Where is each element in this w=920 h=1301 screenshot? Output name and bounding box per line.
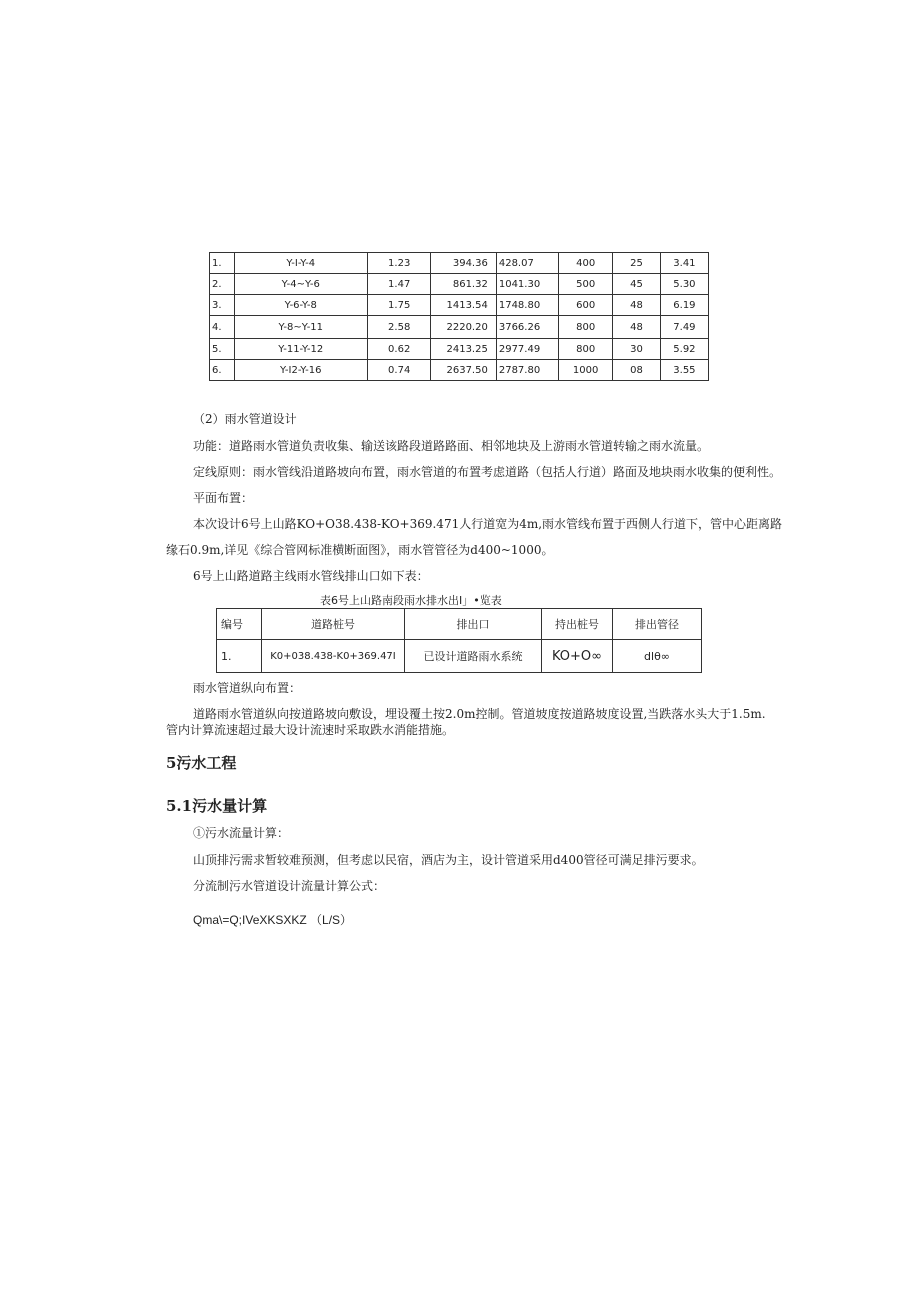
table-cell: 7.49: [660, 316, 708, 339]
table-cell: 1.23: [367, 253, 430, 274]
table-row: [210, 295, 709, 316]
table-cell: 25: [613, 253, 661, 274]
table-cell: Y-I-Y-4: [234, 253, 367, 274]
table-cell: 1.: [217, 640, 262, 673]
paragraph-flow: 山顶排污需求暂较难预测，但考虑以民宿，酒店为主，设计管道采用d400管径可满足排污要求。: [193, 853, 704, 867]
table-cell: 428.07: [496, 253, 558, 274]
table-cell: 1000: [559, 360, 613, 381]
table-cell: 3.55: [660, 360, 708, 381]
table-cell: Y-8~Y-11: [234, 316, 367, 339]
table-caption: 表6号上山路南段雨水排水出Ⅰ」•览表: [320, 594, 502, 607]
table-cell: 6.19: [660, 295, 708, 316]
table-cell: 2.: [210, 274, 235, 295]
table-cell: 5.92: [660, 339, 708, 360]
table-row: [217, 640, 702, 673]
table-cell: 5.: [210, 339, 235, 360]
table-header-cell: 排出管径: [613, 609, 702, 640]
paragraph-plan-title: 平面布置：: [193, 491, 254, 505]
paragraph-long-line2: 管内计算流速超过最大设计流速时采取跌水消能措施。: [166, 723, 455, 737]
table-cell: Y-4~Y-6: [234, 274, 367, 295]
table-cell: 3.41: [660, 253, 708, 274]
pipe-segment-table: [209, 252, 709, 381]
table-cell: KO+O∞: [542, 640, 613, 673]
heading-section-5-1: 5.1污水量计算: [166, 797, 268, 815]
table-cell: 1.: [210, 253, 235, 274]
table-row: [210, 253, 709, 274]
paragraph-plan-line1: 本次设计6号上山路KO+O38.438-KO+369.471人行道宽为4m,雨水管线布置于西侧人行道下，管中心距离路: [193, 517, 783, 531]
table-cell: 861.32: [431, 274, 496, 295]
section-subtitle: （2）雨水管道设计: [193, 412, 297, 426]
table-header-cell: 道路桩号: [262, 609, 405, 640]
table-cell: Y-I2-Y-16: [234, 360, 367, 381]
table-cell: Y-6-Y-8: [234, 295, 367, 316]
table-cell: 2.58: [367, 316, 430, 339]
table-cell: 2977.49: [496, 339, 558, 360]
table-cell: 1.47: [367, 274, 430, 295]
table-cell: 3766.26: [496, 316, 558, 339]
table-cell: 500: [559, 274, 613, 295]
table-cell: 1413.54: [431, 295, 496, 316]
table-cell: 2220.20: [431, 316, 496, 339]
table-cell: 2787.80: [496, 360, 558, 381]
paragraph-function: 功能：道路雨水管道负责收集、输送该路段道路路面、相邻地块及上游雨水管道转输之雨水流量。: [193, 439, 710, 453]
table-cell: 400: [559, 253, 613, 274]
table-cell: 2637.50: [431, 360, 496, 381]
table-row: [210, 360, 709, 381]
table-cell: dlθ∞: [613, 640, 702, 673]
table-header-cell: 编号: [217, 609, 262, 640]
table-header-row: [217, 609, 702, 640]
table-cell: Y-11-Y-12: [234, 339, 367, 360]
table-cell: 3.: [210, 295, 235, 316]
table-cell: 800: [559, 339, 613, 360]
heading-section-5: 5污水工程: [166, 754, 237, 772]
table-row: [210, 316, 709, 339]
table-cell: 2413.25: [431, 339, 496, 360]
table-cell: 1041.30: [496, 274, 558, 295]
paragraph-formula-intro: 分流制污水管道设计流量计算公式：: [193, 879, 386, 893]
table-cell: 已设计道路雨水系统: [405, 640, 542, 673]
paragraph-principle: 定线原则：雨水管线沿道路坡向布置，雨水管道的布置考虑道路（包括人行道）路面及地块雨水收集的便利性。: [193, 465, 782, 479]
table-cell: 600: [559, 295, 613, 316]
formula: Qma\=Q;IVeXKSXKZ （L/S）: [193, 913, 353, 927]
table-cell: 0.62: [367, 339, 430, 360]
table-header-cell: 持出桩号: [542, 609, 613, 640]
table-row: [210, 274, 709, 295]
table-cell: 5.30: [660, 274, 708, 295]
table-cell: 394.36: [431, 253, 496, 274]
paragraph-long-line1: 道路雨水管道纵向按道路坡向敷设，埋设覆土按2.0m控制。管道坡度按道路坡度设置,当跌落水头大于1.5m.: [193, 707, 766, 721]
table-cell: 45: [613, 274, 661, 295]
table-cell: 48: [613, 316, 661, 339]
paragraph-plan-line2: 缘石0.9m,详见《综合管网标准横断面图》，雨水管管径为d400~1000。: [166, 543, 554, 557]
paragraph-flow-title: ①污水流量计算：: [193, 826, 290, 840]
paragraph-outlet-intro: 6号上山路道路主线雨水管线排山口如下表：: [193, 569, 429, 583]
table-cell: 1.75: [367, 295, 430, 316]
table-row: [210, 339, 709, 360]
outlet-table: [216, 608, 702, 673]
table-header-cell: 排出口: [405, 609, 542, 640]
table-cell: 1748.80: [496, 295, 558, 316]
table-cell: 08: [613, 360, 661, 381]
table-cell: 800: [559, 316, 613, 339]
table-cell: 4.: [210, 316, 235, 339]
table-cell: 0.74: [367, 360, 430, 381]
table-cell: 30: [613, 339, 661, 360]
table-cell: K0+038.438-K0+369.47I: [262, 640, 405, 673]
table-cell: 48: [613, 295, 661, 316]
table-cell: 6.: [210, 360, 235, 381]
paragraph-long-title: 雨水管道纵向布置：: [193, 681, 302, 695]
